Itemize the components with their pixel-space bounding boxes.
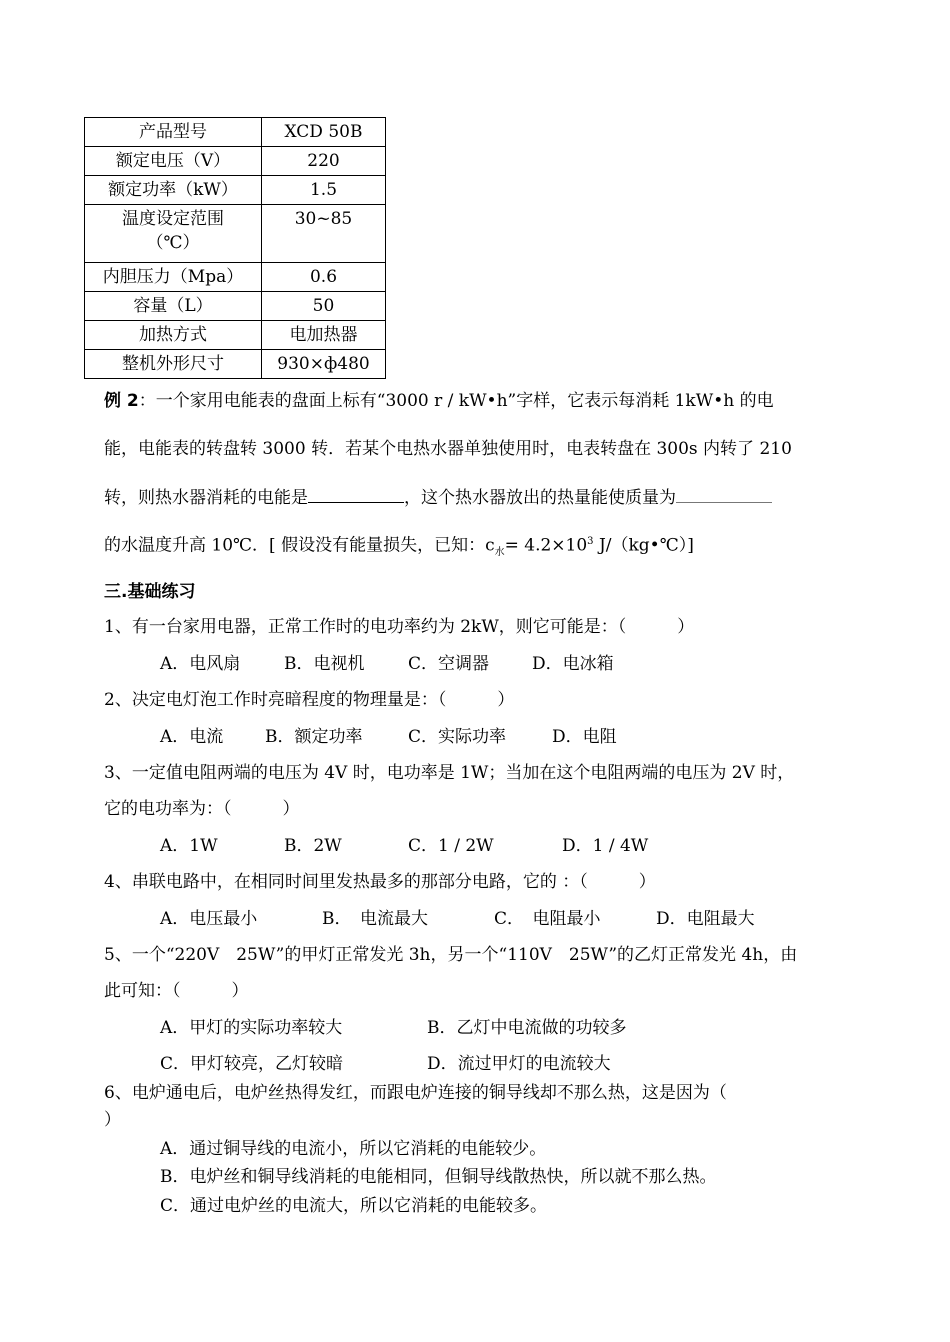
section-title: 三.基础练习 xyxy=(104,582,196,602)
spec-value: 930×ф480 xyxy=(262,350,386,379)
spec-label: 额定电压（V） xyxy=(85,147,262,176)
table-row xyxy=(85,147,386,176)
spec-label: 额定功率（kW） xyxy=(85,176,262,205)
spec-label-line: （℃） xyxy=(146,233,200,253)
table-row xyxy=(85,118,386,147)
answer-blank-mass[interactable] xyxy=(676,484,772,503)
spec-value: 220 xyxy=(262,147,386,176)
example2-text: J/（kg•℃）] xyxy=(593,535,694,556)
option-c[interactable]: C．空调器 xyxy=(408,654,490,674)
spec-value: 电加热器 xyxy=(262,321,386,350)
option-a[interactable]: A．通过铜导线的电流小，所以它消耗的电能较少。 xyxy=(160,1139,547,1159)
option-b[interactable]: B．2W xyxy=(284,836,342,856)
question-stem: 5、一个“220V 25W”的甲灯正常发光 3h，另一个“110V 25W”的乙灯正常发光 4h，由 xyxy=(104,945,798,965)
question-stem: 2、决定电灯泡工作时亮暗程度的物理量是：（ ） xyxy=(104,690,515,710)
question-stem: ） xyxy=(104,1110,121,1130)
table-row xyxy=(85,205,386,263)
example2-text: 转，则热水器消耗的电能是 xyxy=(104,488,308,508)
spec-value: 1.5 xyxy=(262,176,386,205)
option-b[interactable]: B．电炉丝和铜导线消耗的电能相同，但铜导线散热快，所以就不那么热。 xyxy=(160,1167,717,1187)
option-a[interactable]: A．电压最小 xyxy=(160,909,258,929)
table-row xyxy=(85,292,386,321)
spec-value: XCD 50B xyxy=(262,118,386,147)
option-c[interactable]: C． 电阻最小 xyxy=(494,909,601,929)
option-a[interactable]: A．电流 xyxy=(160,727,224,747)
table-row xyxy=(85,350,386,379)
table-row xyxy=(85,263,386,292)
spec-label xyxy=(85,205,262,263)
option-d[interactable]: D．1 / 4W xyxy=(562,836,649,856)
option-b[interactable]: B． 电流最大 xyxy=(322,909,428,929)
table-row xyxy=(85,176,386,205)
option-d[interactable]: D．电阻最大 xyxy=(656,909,755,929)
option-b[interactable]: B．额定功率 xyxy=(265,727,363,747)
spec-label: 容量（L） xyxy=(85,292,262,321)
answer-blank-energy[interactable] xyxy=(308,484,404,503)
example2-line xyxy=(104,484,772,510)
example2-line xyxy=(104,389,774,413)
subscript-water: 水 xyxy=(494,547,505,559)
option-d[interactable]: D．电冰箱 xyxy=(532,654,614,674)
option-d[interactable]: D．流过甲灯的电流较大 xyxy=(427,1054,611,1074)
question-stem: 4、串联电路中，在相同时间里发热最多的那部分电路，它的 ：（ ） xyxy=(104,872,656,892)
example2-text: 的水温度升高 10℃．[ 假设没有能量损失，已知：c xyxy=(104,535,495,556)
option-b[interactable]: B．乙灯中电流做的功较多 xyxy=(427,1018,627,1038)
superscript-exponent: 3 xyxy=(587,536,594,547)
option-a[interactable]: A．1W xyxy=(160,836,218,856)
option-d[interactable]: D．电阻 xyxy=(552,727,617,747)
spec-table xyxy=(84,117,386,379)
option-c[interactable]: C．通过电炉丝的电流大，所以它消耗的电能较多。 xyxy=(160,1196,548,1216)
question-stem: 6、电炉通电后，电炉丝热得发红，而跟电炉连接的铜导线却不那么热，这是因为（ xyxy=(104,1083,727,1103)
question-stem: 1、有一台家用电器，正常工作时的电功率约为 2kW，则它可能是：（ ） xyxy=(104,617,695,637)
spec-value: 50 xyxy=(262,292,386,321)
option-c[interactable]: C．实际功率 xyxy=(408,727,507,747)
spec-label: 整机外形尺寸 xyxy=(85,350,262,379)
option-c[interactable]: C．1 / 2W xyxy=(408,836,494,856)
question-stem: 3、一定值电阻两端的电压为 4V 时，电功率是 1W；当加在这个电阻两端的电压为 2V 时， xyxy=(104,763,795,783)
option-a[interactable]: A．甲灯的实际功率较大 xyxy=(160,1018,343,1038)
example2-line: 能，电能表的转盘转 3000 转．若某个电热水器单独使用时，电表转盘在 300s 内转了 210 xyxy=(104,439,792,459)
example2-text: ，这个热水器放出的热量能使质量为 xyxy=(404,488,676,508)
spec-value: 0.6 xyxy=(262,263,386,292)
example2-label: 例 2 xyxy=(104,391,139,411)
spec-label: 加热方式 xyxy=(85,321,262,350)
example2-text: = 4.2×10 xyxy=(504,535,588,556)
example2-line xyxy=(104,530,694,565)
table-row xyxy=(85,321,386,350)
option-b[interactable]: B．电视机 xyxy=(284,654,365,674)
question-stem: 它的电功率为：（ ） xyxy=(104,799,300,819)
spec-label: 产品型号 xyxy=(85,118,262,147)
spec-value: 30~85 xyxy=(262,205,386,263)
question-stem: 此可知：（ ） xyxy=(104,981,249,1001)
option-c[interactable]: C．甲灯较亮，乙灯较暗 xyxy=(160,1054,344,1074)
example2-text: ：一个家用电能表的盘面上标有“3000 r / kW•h”字样，它表示每消耗 1kW•h 的电 xyxy=(138,391,774,411)
option-a[interactable]: A．电风扇 xyxy=(160,654,241,674)
spec-label: 内胆压力（Mpa） xyxy=(85,263,262,292)
spec-label-line: 温度设定范围 xyxy=(122,209,224,229)
